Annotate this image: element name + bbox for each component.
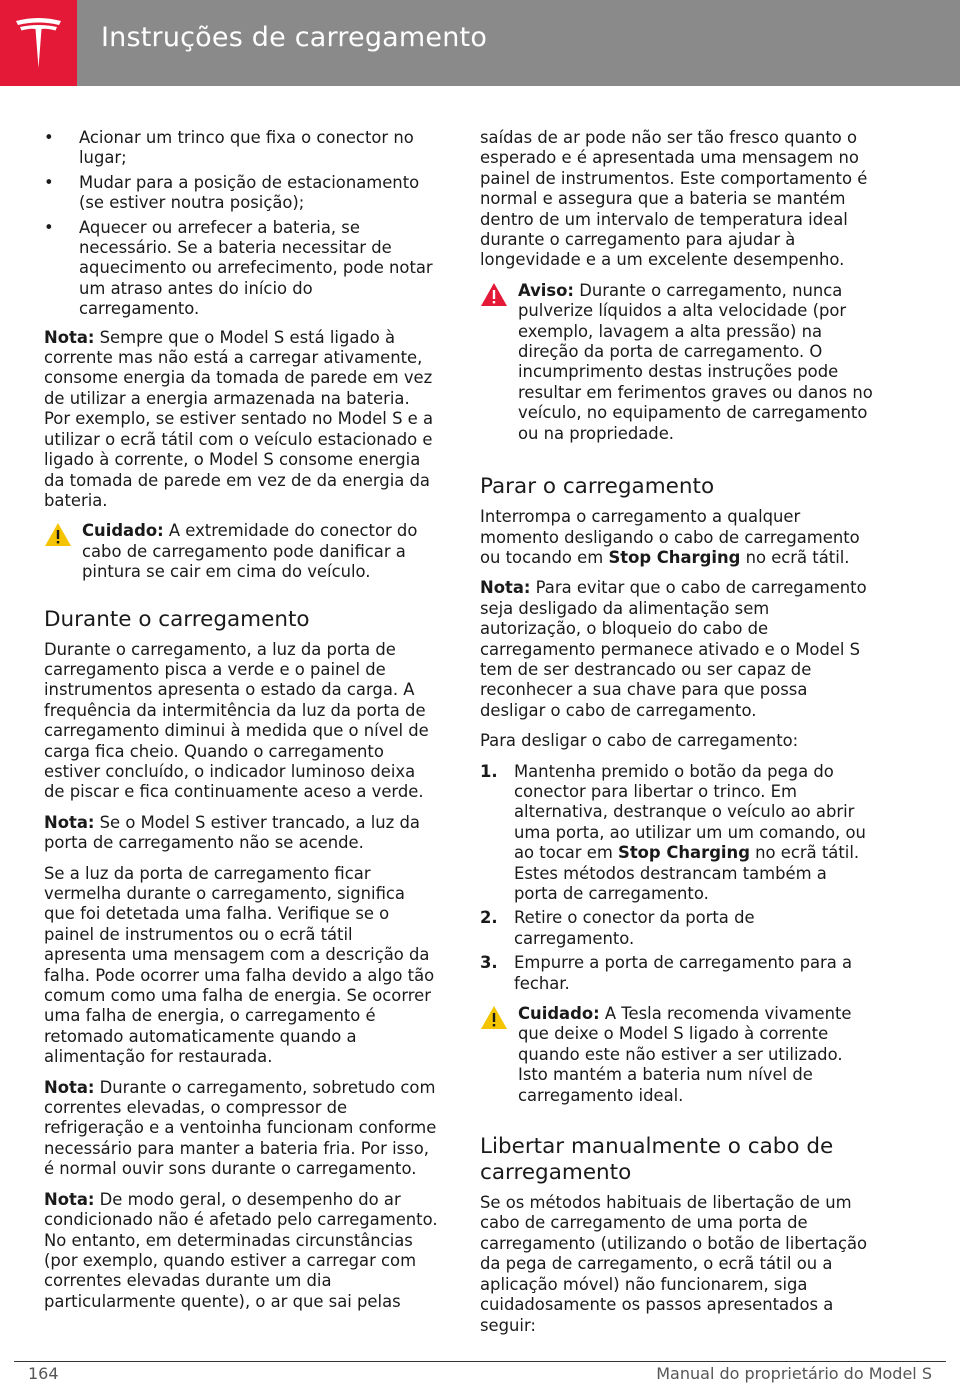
- page-title: Instruções de carregamento: [101, 22, 488, 53]
- step-text: Retire o conector da porta de carregamento.: [514, 908, 755, 948]
- paragraph: Se os métodos habituais de libertação de um cabo de carregamento de uma porta de carregamento (utilizando o botão de libertação da pega de carregamento, o ecrã tátil ou a aplicação móvel) não funcionarem, siga cuidadosamente os passos apresentados a seguir:: [480, 1193, 868, 1335]
- paragraph-text: Interrompa o carregamento a qualquer momento desligando o cabo de carregamento ou tocando em: [480, 507, 860, 567]
- note-label: Nota:: [480, 578, 531, 598]
- note-locked: [44, 813, 438, 854]
- paragraph-text: no ecrã tátil.: [740, 547, 850, 567]
- list-item-text: Mudar para a posição de estacionamento (se estiver noutra posição);: [79, 172, 420, 213]
- note-text: Para evitar que o cabo de carregamento seja desligado da alimentação sem autorização, o bloqueio do cabo de carregamento permanece ativado e o Model S tem de ser destrancado ou ser capaz de reconhecer a sua chave para que possa desligar o cabo de carregamento.: [480, 578, 867, 720]
- caution-label: Cuidado:: [518, 1004, 600, 1024]
- warning-text: Durante o carregamento, nunca pulverize líquidos a alta velocidade (por exemplo, lavagem a alta pressão) na direção da porta de carregamento. O incumprimento destas instruções pode resultar em ferimentos graves ou danos no veículo, no equipamento de carregamento ou na propriedade.: [518, 280, 873, 443]
- step-text: no ecrã tátil. Estes métodos destrancam também a porta de carregamento.: [514, 843, 860, 903]
- note-text: Sempre que o Model S está ligado à corrente mas não está a carregar ativamente, consome energia da tomada de parede em vez de utilizar a energia armazenada na bateria. Por exemplo, se estiver sentado no Model S e a utilizar o ecrã tátil com o veículo estacionado e ligado à corrente, o Model S consome energia da tomada de parede em vez de da energia da bateria.: [44, 327, 434, 510]
- paragraph: Durante o carregamento, a luz da porta de carregamento pisca a verde e o painel de instrumentos apresenta o estado da carga. A frequência da intermitência da luz da porta de carregamento diminui à medida que o nível de carga fica cheio. Quando o carregamento estiver concluído, o indicador luminoso deixa de piscar e fica continuamente aceso a verde.: [44, 639, 429, 802]
- note-text: Durante o carregamento, sobretudo com correntes elevadas, o compressor de refrigeração e a ventoinha funcionam conforme necessário para manter a bateria fria. Por isso, é normal ouvir sons durante o carregamento.: [44, 1077, 437, 1179]
- caution-callout-connector: [44, 521, 438, 582]
- caution-triangle-icon: [480, 1005, 508, 1030]
- charging-actions-list: [44, 128, 438, 320]
- warning-label: Aviso:: [518, 280, 574, 300]
- step-number: 1.: [480, 761, 498, 781]
- bullet-icon: •: [44, 217, 54, 237]
- step-text: Mantenha premido o botão da pega do conector para libertar o trinco. Em alternativa, destranque o veículo ao abrir uma porta, ao utilizar um um comando, ou ao tocar em: [514, 761, 866, 863]
- left-column: [44, 128, 438, 1322]
- page-header: [0, 0, 960, 86]
- caution-label: Cuidado:: [82, 521, 164, 541]
- list-item: [44, 173, 438, 214]
- caution-callout-keep-plugged: [480, 1004, 874, 1106]
- list-item: [44, 128, 438, 169]
- caution-text: A extremidade do conector do cabo de carregamento pode danificar a pintura se cair em cima do veículo.: [82, 521, 418, 582]
- warning-triangle-icon: [480, 282, 508, 307]
- bullet-icon: •: [44, 128, 54, 147]
- section-heading-during-charging: Durante o carregamento: [44, 606, 310, 632]
- stop-charging-term: Stop Charging: [608, 547, 741, 567]
- footer-divider: [14, 1361, 946, 1362]
- stop-charging-term: Stop Charging: [618, 843, 750, 863]
- note-air-conditioning: [44, 1190, 438, 1312]
- note-label: Nota:: [44, 327, 95, 347]
- step-number: 2.: [480, 908, 498, 928]
- section-heading-stop-charging: Parar o carregamento: [480, 474, 715, 500]
- paragraph: Se a luz da porta de carregamento ficar vermelha durante o carregamento, significa que foi detetada uma falha. Verifique se o painel de instrumentos ou o ecrã tátil apresenta uma mensagem com a descrição da falha. Pode ocorrer uma falha devido a algo tão comum como uma falha de energia. Se ocorrer uma falha de energia, o carregamento é retomado automaticamente quando a alimentação for restaurada.: [44, 863, 435, 1067]
- brand-logo-box: [0, 0, 77, 86]
- note-text: Se o Model S estiver trancado, a luz da porta de carregamento não se acende.: [44, 812, 420, 853]
- step-number: 3.: [480, 953, 498, 973]
- steps-intro: Para desligar o cabo de carregamento:: [480, 731, 799, 751]
- warning-callout-high-pressure: [480, 281, 874, 444]
- list-item: [480, 908, 874, 949]
- list-item-text: Acionar um trinco que fixa o conector no lugar;: [79, 128, 414, 168]
- page-number: 164: [28, 1364, 59, 1383]
- list-item: [44, 218, 438, 320]
- paragraph: [480, 507, 874, 568]
- note-compressor: [44, 1078, 438, 1180]
- caution-triangle-icon: [44, 522, 72, 547]
- note-cable-lock: [480, 578, 874, 721]
- note-label: Nota:: [44, 1189, 95, 1209]
- note-text: De modo geral, o desempenho do ar condicionado não é afetado pelo carregamento. No entanto, em determinadas circunstâncias (por exemplo, quando estiver a carregar com correntes elevadas durante um dia particularmente quente), o ar que sai pelas: [44, 1189, 438, 1311]
- list-item-text: Aquecer ou arrefecer a bateria, se necessário. Se a bateria necessitar de aquecimento ou arrefecimento, pode notar um atraso antes do início do carregamento.: [79, 217, 433, 319]
- manual-title: Manual do proprietário do Model S: [656, 1364, 932, 1383]
- note-wall-power: [44, 328, 438, 512]
- list-item: [480, 953, 874, 994]
- disconnect-steps-list: [480, 762, 874, 994]
- note-label: Nota:: [44, 1077, 95, 1097]
- note-label: Nota:: [44, 812, 95, 832]
- right-column: [480, 128, 874, 1346]
- list-item: [480, 762, 874, 905]
- bullet-icon: •: [44, 172, 54, 192]
- caution-text: A Tesla recomenda vivamente que deixe o Model S ligado à corrente quando este não estiver a ser utilizado. Isto mantém a bateria num nível de carregamento ideal.: [518, 1004, 852, 1105]
- step-text: Empurre a porta de carregamento para a fechar.: [514, 953, 853, 993]
- tesla-logo-icon: [14, 16, 63, 70]
- section-heading-manual-release: Libertar manualmente o cabo de carregamento: [480, 1134, 834, 1186]
- paragraph-continuation: saídas de ar pode não ser tão fresco quanto o esperado e é apresentada uma mensagem no painel de instrumentos. Este comportamento é normal e assegura que a bateria se mantém dentro de um intervalo de temperatura ideal durante o carregamento para ajudar à longevidade e a um excelente desempenho.: [480, 128, 868, 270]
